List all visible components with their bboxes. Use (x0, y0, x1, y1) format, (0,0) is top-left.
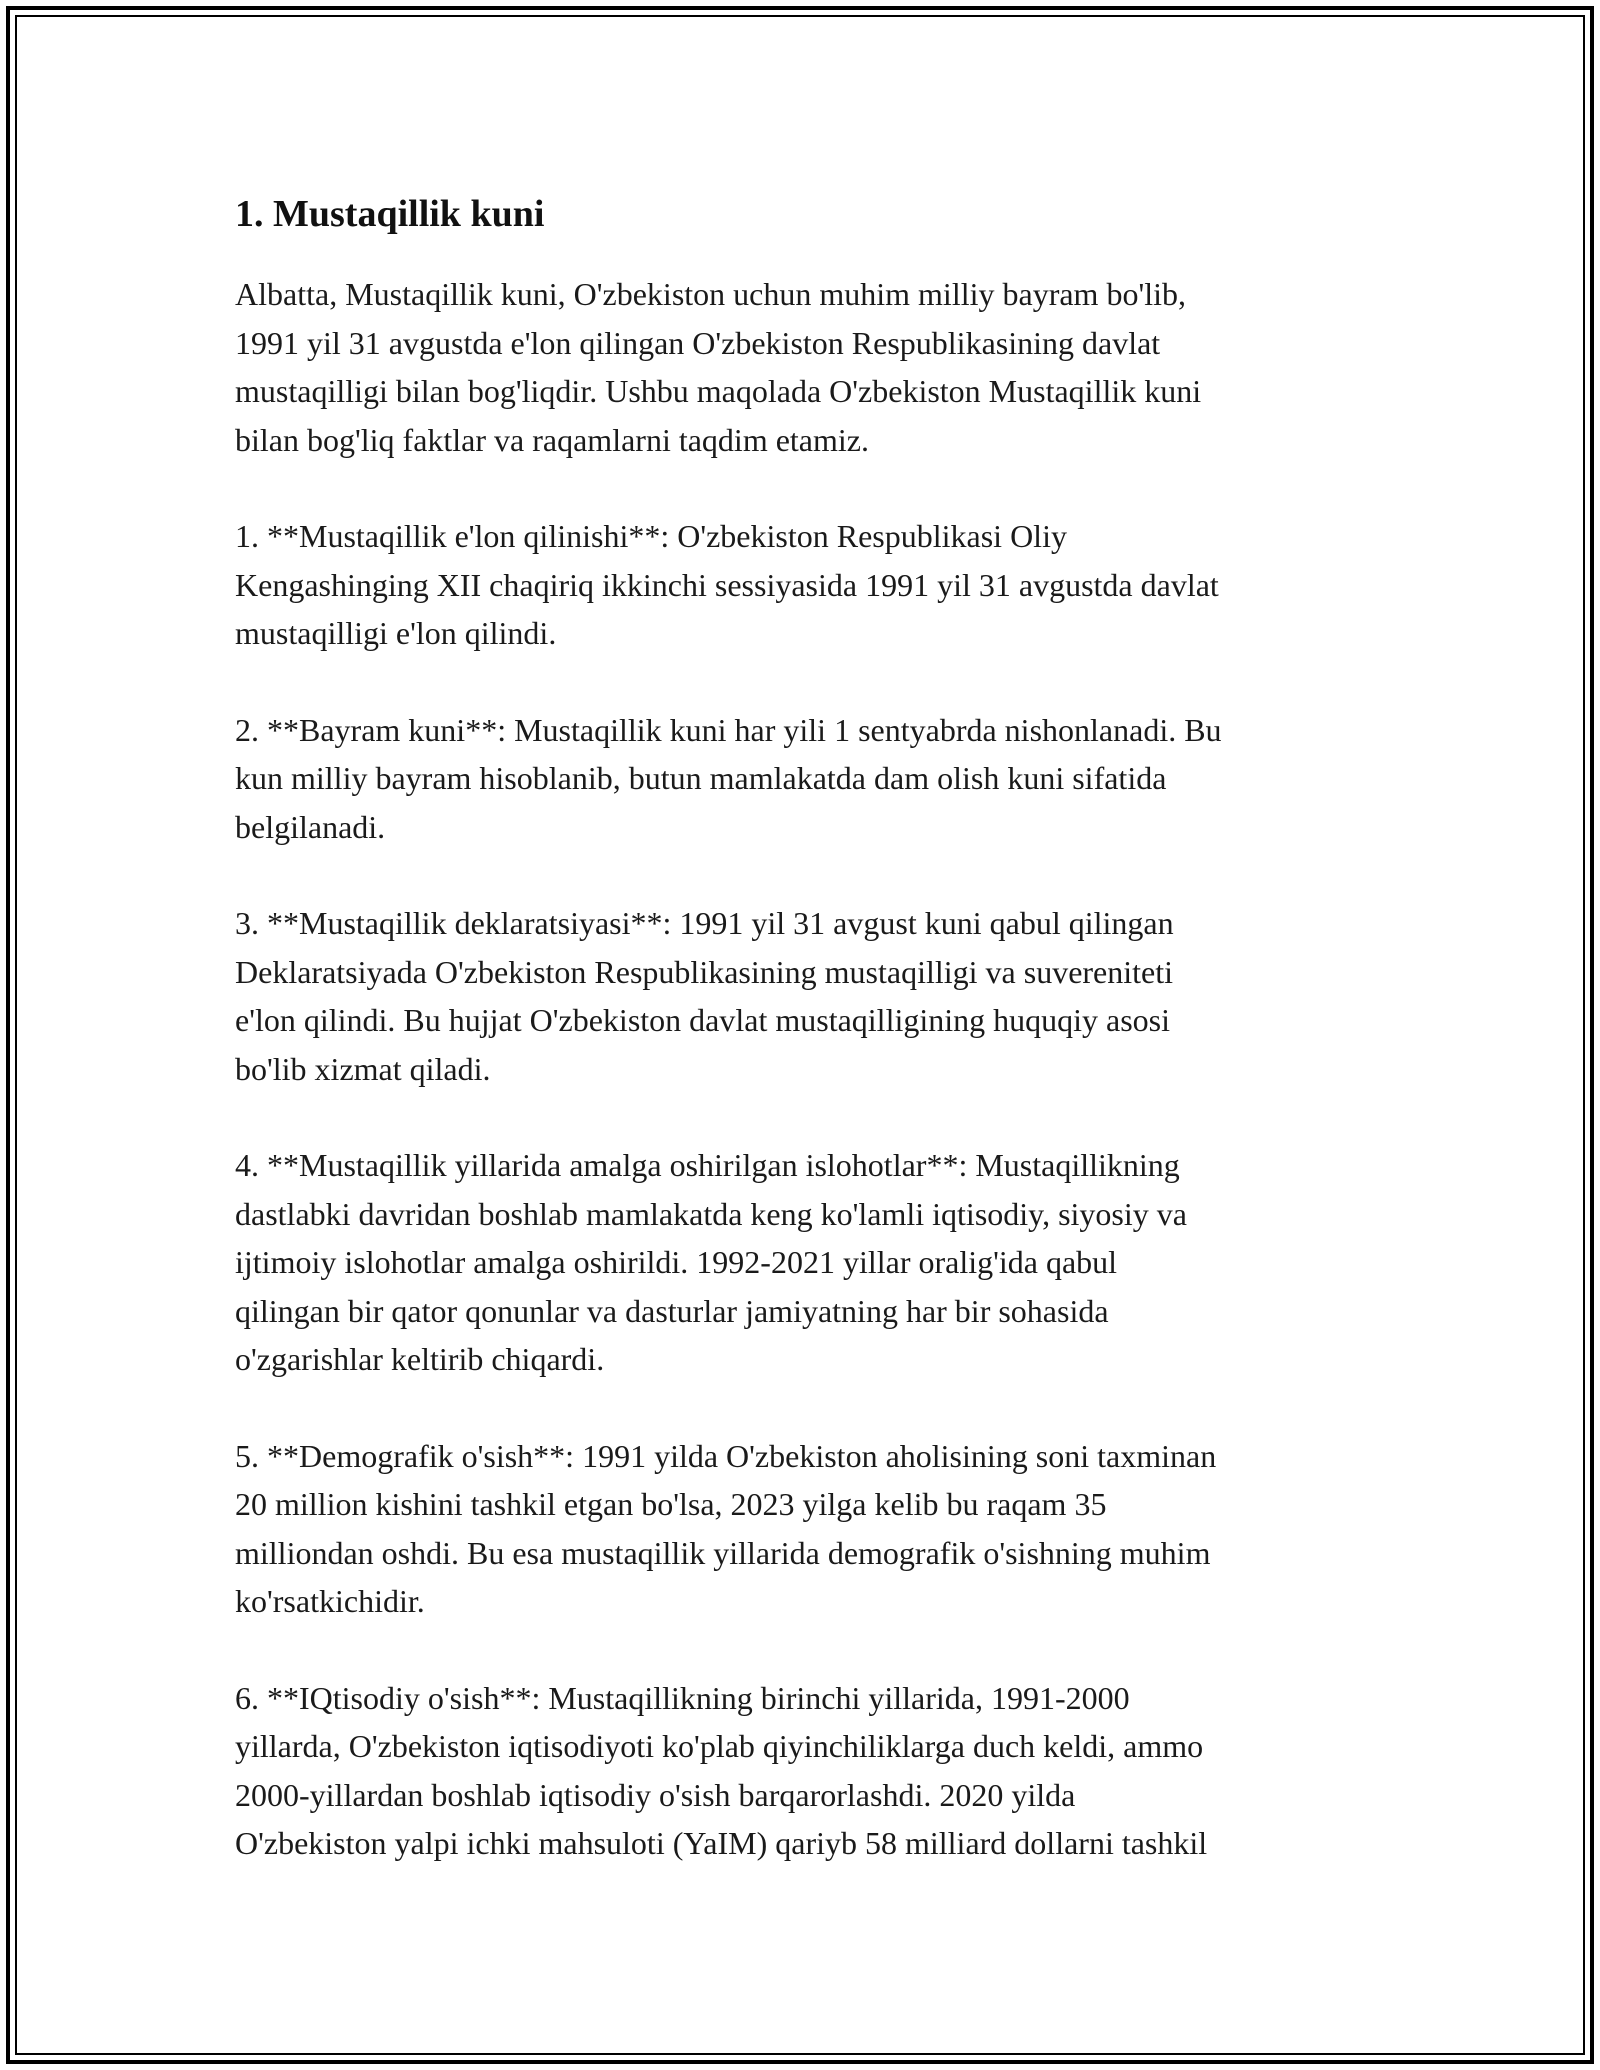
text-line: bilan bog'liq faktlar va raqamlarni taqdim etamiz. (235, 421, 869, 458)
text-line: 1. **Mustaqillik e'lon qilinishi**: O'zbekiston Respublikasi Oliy (235, 518, 1067, 554)
text-line: 2. **Bayram kuni**: Mustaqillik kuni har yili 1 sentyabrda nishonlanadi. Bu (235, 711, 1222, 748)
text-line: Deklaratsiyada O'zbekiston Respublikasining mustaqilligi va suvereniteti (235, 953, 1174, 990)
text-line: 20 million kishini tashkil etgan bo'lsa, 2023 yilga kelib bu raqam 35 (235, 1486, 1107, 1522)
text-line: dastlabki davridan boshlab mamlakatda keng ko'lamli iqtisodiy, siyosiy va (235, 1195, 1187, 1232)
text-line: belgilanadi. (235, 808, 386, 845)
text-line: o'zgarishlar keltirib chiqardi. (235, 1341, 605, 1377)
text-line: mustaqilligi e'lon qilindi. (235, 615, 557, 651)
text-line: 3. **Mustaqillik deklaratsiyasi**: 1991 yil 31 avgust kuni qabul qilingan (235, 905, 1174, 941)
text-line: Kengashinging XII chaqiriq ikkinchi sessiyasida 1991 yil 31 avgustda davlat (235, 566, 1219, 603)
text-line: e'lon qilindi. Bu hujjat O'zbekiston davlat mustaqilligining huquqiy asosi (235, 1002, 1171, 1038)
list-item-3 (235, 899, 1375, 1093)
text-line: ko'rsatkichidir. (235, 1583, 425, 1619)
list-item-5 (235, 1432, 1375, 1626)
text-line: 5. **Demografik o'sish**: 1991 yilda O'zbekiston aholisining soni taxminan (235, 1437, 1217, 1474)
document-body (235, 186, 1375, 1916)
text-line: kun milliy bayram hisoblanib, butun mamlakatda dam olish kuni sifatida (235, 760, 1167, 796)
text-line: bo'lib xizmat qiladi. (235, 1050, 491, 1087)
text-line: qilingan bir qator qonunlar va dasturlar jamiyatning har bir sohasida (235, 1292, 1109, 1329)
text-line: milliondan oshdi. Bu esa mustaqillik yillarida demografik o'sishning muhim (235, 1534, 1211, 1571)
text-line: 1991 yil 31 avgustda e'lon qilingan O'zbekiston Respublikasining davlat (235, 324, 1161, 361)
text-line: ijtimoiy islohotlar amalga oshirildi. 1992-2021 yillar oralig'ida qabul (235, 1244, 1118, 1280)
text-line: 4. **Mustaqillik yillarida amalga oshirilgan islohotlar**: Mustaqillikning (235, 1147, 1180, 1183)
text-line: mustaqilligi bilan bog'liqdir. Ushbu maqolada O'zbekiston Mustaqillik kuni (235, 373, 1202, 409)
text-line: yillarda, O'zbekiston iqtisodiyoti ko'plab qiyinchiliklarga duch keldi, ammo (235, 1728, 1204, 1764)
list-item-2 (235, 706, 1375, 852)
text-line: 6. **IQtisodiy o'sish**: Mustaqillikning birinchi yillarida, 1991-2000 (235, 1679, 1130, 1716)
text-line: O'zbekiston yalpi ichki mahsuloti (YaIM) qariyb 58 milliard dollarni tashkil (235, 1825, 1208, 1861)
section-heading: 1. Mustaqillik kuni (235, 193, 545, 235)
list-item-1 (235, 512, 1375, 658)
intro-paragraph (235, 270, 1375, 464)
text-line: 2000-yillardan boshlab iqtisodiy o'sish barqarorlashdi. 2020 yilda (235, 1776, 1076, 1813)
list-item-6 (235, 1674, 1375, 1868)
text-line: Albatta, Mustaqillik kuni, O'zbekiston uchun muhim milliy bayram bo'lib, (235, 276, 1186, 312)
list-item-4 (235, 1141, 1375, 1384)
